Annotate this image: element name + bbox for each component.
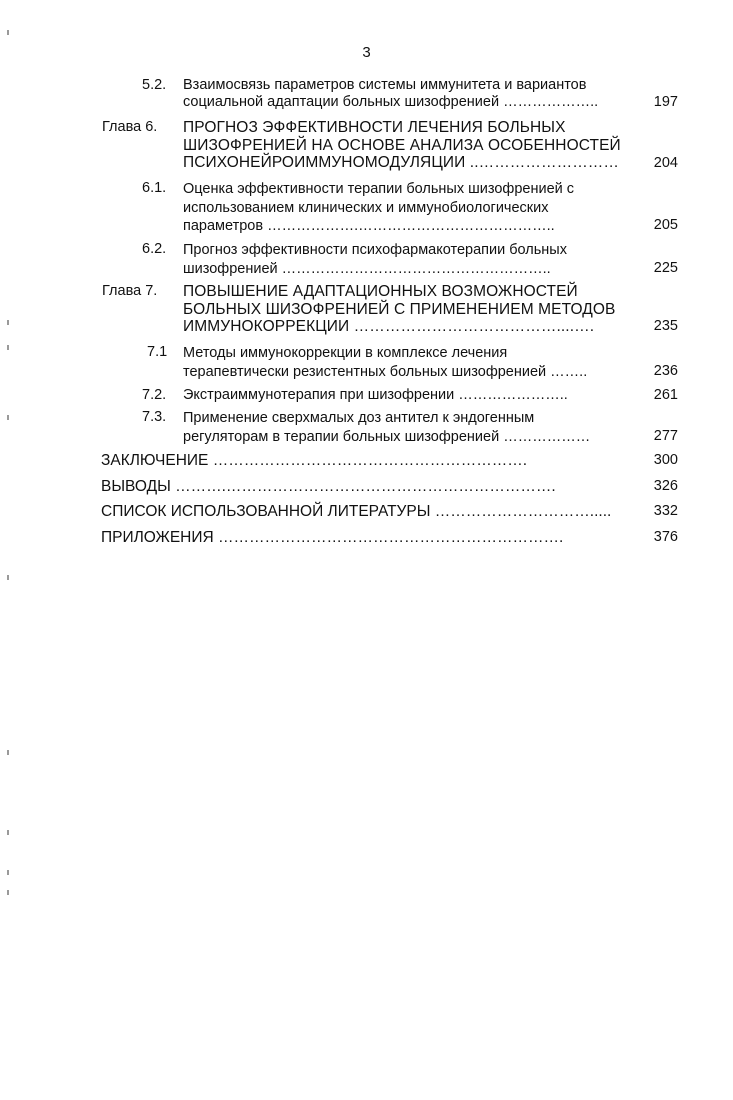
toc-entry-number: Глава 7. xyxy=(102,283,158,299)
toc-entry-line: БОЛЬНЫХ ШИЗОФРЕНИЕЙ С ПРИМЕНЕНИЕМ МЕТОДОВ xyxy=(183,300,616,318)
toc-entry-line: ИММУНОКОРРЕКЦИИ …………………………………....…. xyxy=(183,318,595,335)
toc-entry-title xyxy=(183,283,638,336)
toc-entry-title xyxy=(183,119,638,172)
toc-entry-page: 326 xyxy=(653,478,678,494)
toc-entry-title xyxy=(183,344,638,382)
toc-entry-line: терапевтически резистентных больных шизофренией …….. xyxy=(183,364,588,380)
toc-entry-page: 300 xyxy=(653,452,678,468)
toc-entry-line: социальной адаптации больных шизофренией ……………….. xyxy=(183,94,599,110)
toc-entry-page: 261 xyxy=(653,387,678,403)
toc-entry-line: шизофренией ……………………………………………….. xyxy=(183,261,551,277)
scan-mark xyxy=(7,320,9,325)
toc-entry-line: параметров ……………….………………………………….. xyxy=(183,218,555,234)
toc-entry-number: 5.2. xyxy=(142,77,167,93)
scan-mark xyxy=(7,345,9,350)
toc-entry-page: 197 xyxy=(653,94,678,110)
scan-mark xyxy=(7,890,9,895)
toc-entry-line: Взаимосвязь параметров системы иммунитета и вариантов xyxy=(183,77,587,93)
toc-entry-title xyxy=(101,503,638,520)
toc-entry-page: 376 xyxy=(653,529,678,545)
toc-entry-title xyxy=(101,478,638,495)
toc-entry-title xyxy=(183,387,638,404)
toc-entry-page: 235 xyxy=(653,318,678,334)
toc-entry-page: 236 xyxy=(653,363,678,379)
scan-mark xyxy=(7,30,9,35)
toc-entry-number: 6.1. xyxy=(142,180,167,196)
toc-entry-page: 225 xyxy=(653,260,678,276)
toc-entry-number: 7.3. xyxy=(142,409,167,425)
toc-entry-line: Оценка эффективности терапии больных шизофренией с xyxy=(183,181,575,197)
toc-entry-number: 7.2. xyxy=(142,387,167,403)
scan-mark xyxy=(7,415,9,420)
toc-entry-line: Методы иммунокоррекции в комплексе лечения xyxy=(183,345,508,361)
toc-entry-line: ПРИЛОЖЕНИЯ …………………………………………………………. xyxy=(101,529,564,546)
toc-entry-title xyxy=(183,77,638,111)
toc-entry-page: 277 xyxy=(653,428,678,444)
toc-entry-line: ЗАКЛЮЧЕНИЕ ……………………………………………………. xyxy=(101,452,528,469)
toc-entry-line: Экстраиммунотерапия при шизофрении ………………….. xyxy=(183,387,568,403)
toc-entry-number: 7.1 xyxy=(147,344,168,360)
scan-mark xyxy=(7,830,9,835)
toc-entry-number: 6.2. xyxy=(142,241,167,257)
toc-entry-title xyxy=(183,241,638,279)
scan-mark xyxy=(7,750,9,755)
toc-entry-line: Прогноз эффективности психофармакотерапии больных xyxy=(183,242,567,258)
toc-entry-page: 205 xyxy=(653,217,678,233)
toc-entry-line: СПИСОК ИСПОЛЬЗОВАННОЙ ЛИТЕРАТУРЫ …………………………..... xyxy=(101,503,612,520)
toc-entry-title xyxy=(183,409,638,447)
page-number: 3 xyxy=(362,44,371,61)
toc-entry-line: Применение сверхмалых доз антител к эндогенным xyxy=(183,410,535,426)
toc-entry-title xyxy=(183,180,638,236)
toc-entry-line: регуляторам в терапии больных шизофренией ……………… xyxy=(183,429,591,445)
toc-entry-page: 332 xyxy=(653,503,678,519)
toc-entry-number: Глава 6. xyxy=(102,119,158,135)
toc-entry-line: использованием клинических и иммунобиологических xyxy=(183,199,549,216)
toc-entry-line: ВЫВОДЫ ……….………………………………………………………. xyxy=(101,478,556,495)
toc-entry-title xyxy=(101,452,638,469)
toc-entry-line: ПСИХОНЕЙРОИММУНОМОДУЛЯЦИИ ..……………………… xyxy=(183,154,620,171)
toc-entry-line: ПОВЫШЕНИЕ АДАПТАЦИОННЫХ ВОЗМОЖНОСТЕЙ xyxy=(183,283,578,300)
toc-entry-line: ПРОГНОЗ ЭФФЕКТИВНОСТИ ЛЕЧЕНИЯ БОЛЬНЫХ xyxy=(183,119,566,136)
scan-mark xyxy=(7,870,9,875)
toc-entry-line: ШИЗОФРЕНИЕЙ НА ОСНОВЕ АНАЛИЗА ОСОБЕННОСТЕЙ xyxy=(183,136,621,154)
toc-entry-page: 204 xyxy=(653,155,678,171)
toc-entry-title xyxy=(101,529,638,546)
scan-mark xyxy=(7,575,9,580)
